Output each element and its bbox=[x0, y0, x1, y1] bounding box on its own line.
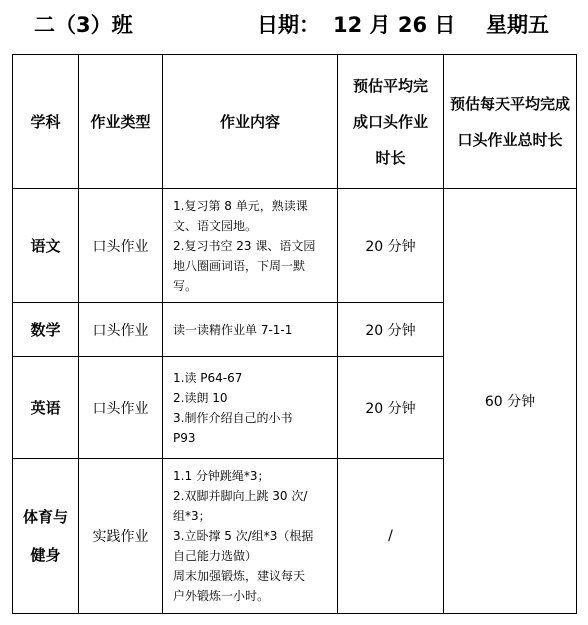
content-line: 周末加强锻炼，建议每天 bbox=[173, 569, 306, 583]
content-line: 1.复习第 8 单元，熟读课 bbox=[173, 198, 308, 213]
subject-label: 数学 bbox=[30, 320, 61, 339]
content-line: 自己能力选做） bbox=[173, 549, 258, 563]
header-avg-time bbox=[338, 55, 444, 189]
content-line: 户外锻炼一小时。 bbox=[173, 589, 270, 603]
header-avg-time-line: 预估平均完 bbox=[352, 76, 428, 95]
subject-cell bbox=[13, 357, 79, 459]
content-line: 文、语文园地。 bbox=[173, 218, 258, 233]
table-row bbox=[13, 189, 577, 303]
content-line: 地八圈画词语，下周一默 bbox=[173, 258, 306, 273]
content-line: 2.复习书空 23 课、语文园 bbox=[173, 238, 316, 253]
avg-time-cell: 20 分钟 bbox=[338, 189, 444, 303]
page-header bbox=[0, 0, 588, 52]
subject-cell bbox=[13, 459, 79, 614]
content-line: 3.立卧撑 5 次/组*3（根据 bbox=[173, 529, 314, 543]
content-line: 读一读精作业单 7-1-1 bbox=[173, 322, 293, 337]
subject-label: 体育与 bbox=[22, 508, 68, 526]
subject-cell bbox=[13, 189, 79, 303]
subject-label: 语文 bbox=[30, 236, 61, 255]
header-row bbox=[13, 55, 577, 189]
header-total-time-line: 预估每天平均完成 bbox=[449, 94, 570, 113]
content-cell bbox=[163, 303, 338, 357]
avg-time-cell: 20 分钟 bbox=[338, 303, 444, 357]
date-label: 日期： bbox=[257, 13, 320, 37]
header-avg-time-line: 成口头作业 bbox=[352, 112, 428, 131]
type-cell: 实践作业 bbox=[79, 459, 163, 614]
content-cell bbox=[163, 459, 338, 614]
content-line: 组*3； bbox=[173, 509, 211, 523]
header-avg-time-line: 时长 bbox=[375, 148, 406, 167]
content-cell bbox=[163, 357, 338, 459]
weekday: 星期五 bbox=[486, 13, 549, 37]
subject-label: 健身 bbox=[30, 546, 61, 564]
type-cell: 口头作业 bbox=[79, 189, 163, 303]
header-content: 作业内容 bbox=[163, 55, 338, 189]
subject-cell bbox=[13, 303, 79, 357]
homework-table bbox=[12, 54, 577, 614]
content-line: 1.1 分钟跳绳*3； bbox=[173, 469, 270, 483]
content-line: 2.读朗 10 bbox=[173, 390, 228, 405]
type-cell: 口头作业 bbox=[79, 303, 163, 357]
total-time-cell: 60 分钟 bbox=[444, 189, 577, 614]
header-subject: 学科 bbox=[13, 55, 79, 189]
content-line: 写。 bbox=[173, 278, 198, 293]
header-total-time bbox=[444, 55, 577, 189]
content-cell bbox=[163, 189, 338, 303]
class-name: 二（3）班 bbox=[34, 13, 133, 37]
avg-time-cell: / bbox=[338, 459, 444, 614]
content-line: 2.双脚并脚向上跳 30 次/ bbox=[173, 489, 308, 503]
type-cell: 口头作业 bbox=[79, 357, 163, 459]
date-value: 12 月 26 日 bbox=[333, 13, 456, 37]
content-line: P93 bbox=[173, 430, 196, 445]
header-total-time-line: 口头作业总时长 bbox=[457, 130, 563, 149]
content-line: 3.制作介绍自己的小书 bbox=[173, 410, 293, 425]
subject-label: 英语 bbox=[30, 398, 61, 417]
avg-time-cell: 20 分钟 bbox=[338, 357, 444, 459]
header-type: 作业类型 bbox=[79, 55, 163, 189]
content-line: 1.读 P64-67 bbox=[173, 370, 243, 385]
